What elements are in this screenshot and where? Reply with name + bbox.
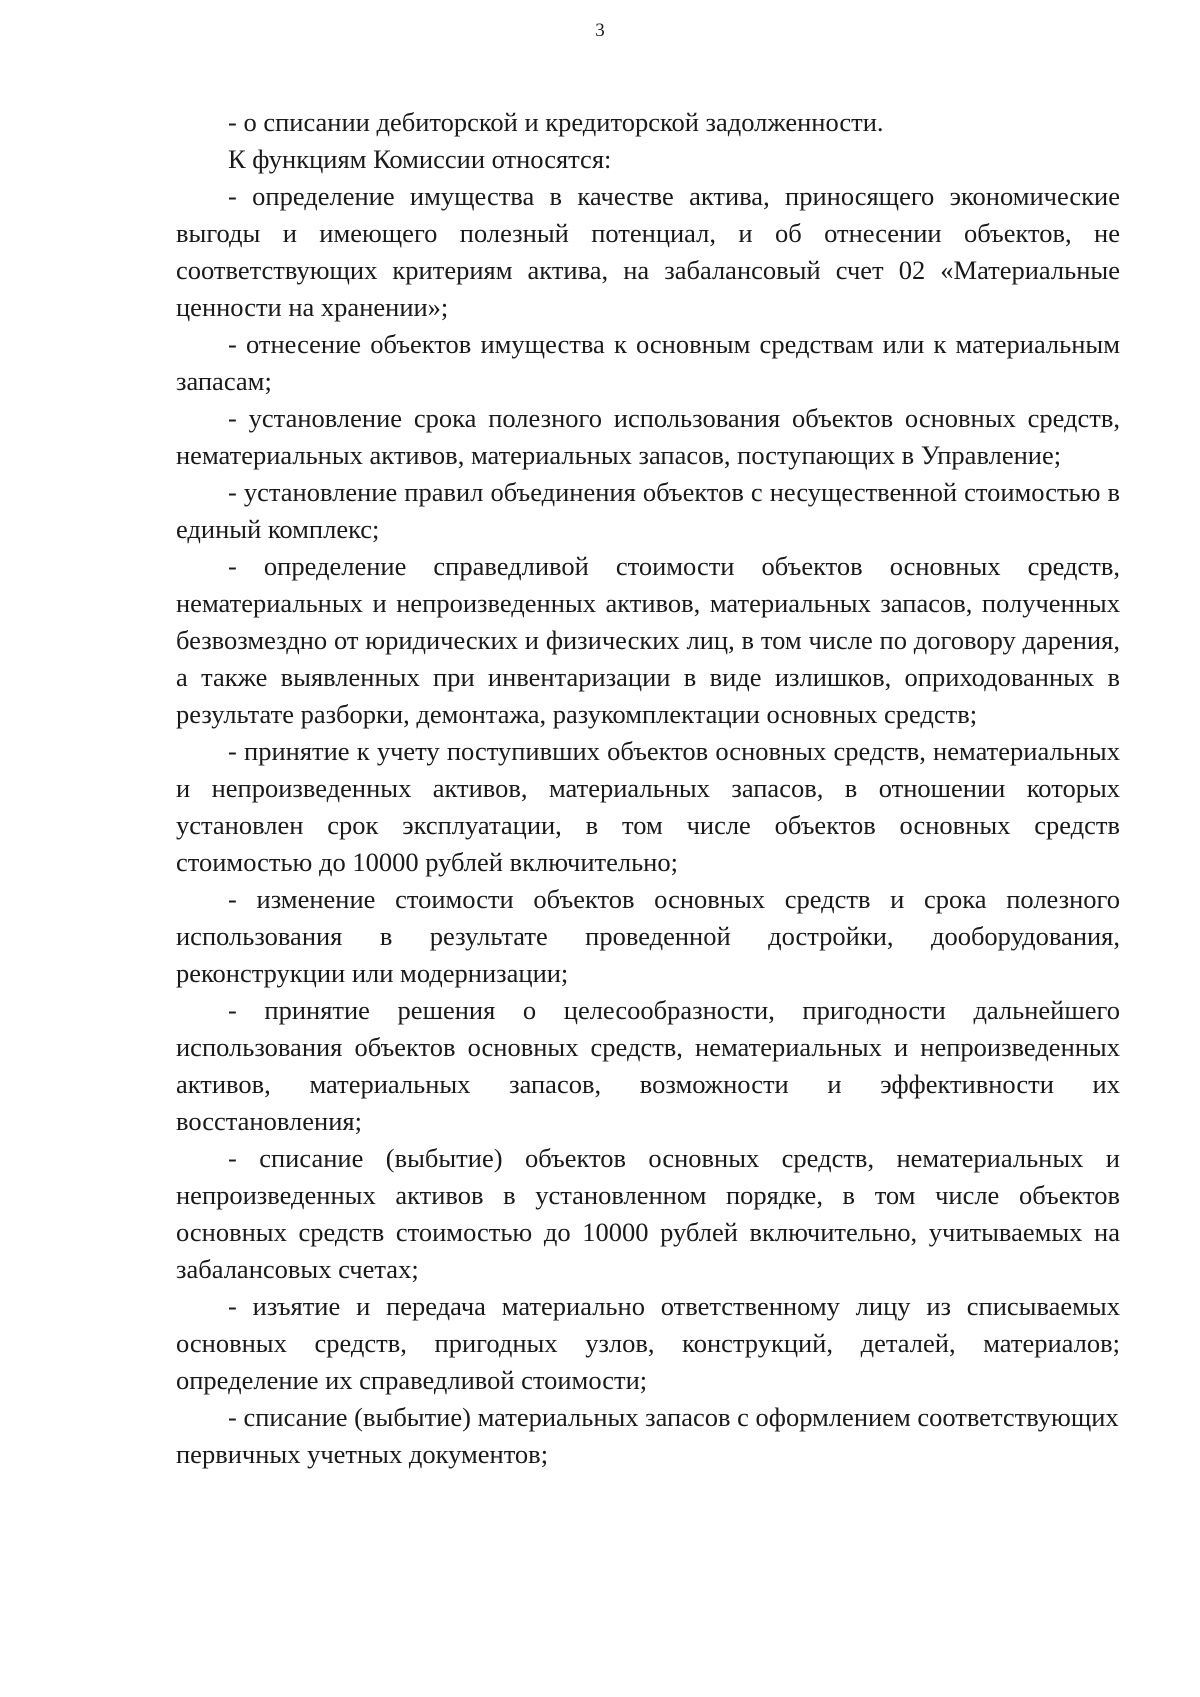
paragraph-acceptance: - принятие к учету поступивших объектов основных средств, нематериальных и непроизведенных активов, материальных запасов, в отношении которых установлен срок эксплуатации, в том числе объектов основных средств стоимостью до 10000 рублей включительно;: [176, 736, 1120, 877]
paragraph-usage-decision: - принятие решения о целесообразности, пригодности дальнейшего использования объектов основных средств, нематериальных и непроизведенных активов, материальных запасов, возможности и эффективности их восстановления;: [176, 995, 1120, 1136]
document-body: [176, 104, 1120, 1473]
paragraph-disposal-assets: - списание (выбытие) объектов основных средств, нематериальных и непроизведенных активов в установленном порядке, в том числе объектов основных средств стоимостью до 10000 рублей включительно, учитываемых на забалансовых счетах;: [176, 1143, 1120, 1284]
paragraph-withdrawal-transfer: - изъятие и передача материально ответственному лицу из списываемых основных средств, пригодных узлов, конструкций, деталей, материалов; определение их справедливой стоимости;: [176, 1291, 1120, 1395]
paragraph-functions-heading: К функциям Комиссии относятся:: [228, 144, 612, 174]
paragraph-grouping-rules: - установление правил объединения объектов с несущественной стоимостью в единый комплекс;: [176, 477, 1120, 544]
paragraph-asset-definition: - определение имущества в качестве актива, приносящего экономические выгоды и имеющего полезный потенциал, и об отнесении объектов, не соответствующих критериям актива, на забалансовый счет 02 «Материальные ценности на хранении»;: [176, 181, 1120, 322]
paragraph-disposal-materials: - списание (выбытие) материальных запасов с оформлением соответствующих первичных учетных документов;: [176, 1402, 1119, 1469]
paragraph-useful-life: - установление срока полезного использования объектов основных средств, нематериальных активов, материальных запасов, поступающих в Управление;: [176, 403, 1120, 470]
page-number: 3: [595, 20, 605, 41]
paragraph-fixed-assets-assignment: - отнесение объектов имущества к основным средствам или к материальным запасам;: [176, 329, 1120, 396]
paragraph-debt-write-off: - о списании дебиторской и кредиторской задолженности.: [228, 107, 884, 137]
paragraph-value-change: - изменение стоимости объектов основных средств и срока полезного использования в результате проведенной достройки, дооборудования, реконструкции или модернизации;: [176, 884, 1120, 988]
paragraph-fair-value: - определение справедливой стоимости объектов основных средств, нематериальных и непроизведенных активов, материальных запасов, полученных безвозмездно от юридических и физических лиц, в том числе по договору дарения, а также выявленных при инвентаризации в виде излишков, оприходованных в результате разборки, демонтажа, разукомплектации основных средств;: [176, 551, 1120, 729]
